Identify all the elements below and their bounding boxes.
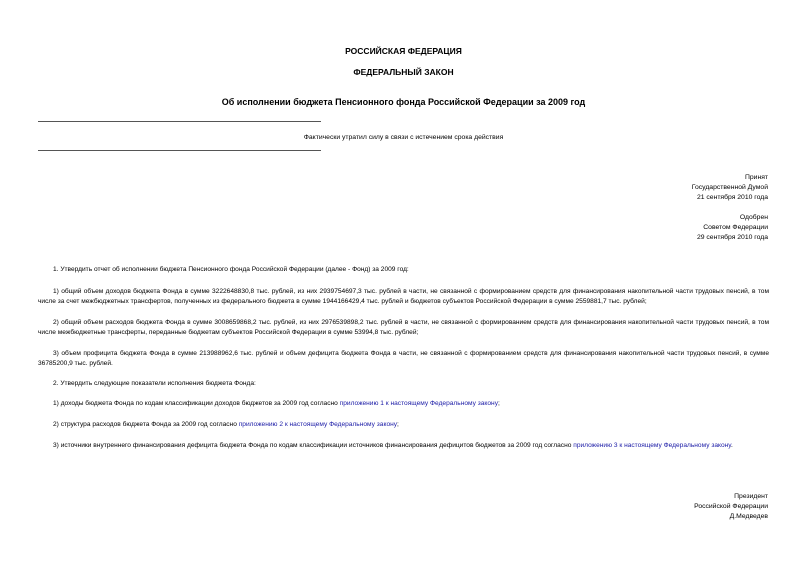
paragraph-2-1-end: ;	[498, 400, 500, 407]
doc-type-heading: ФЕДЕРАЛЬНЫЙ ЗАКОН	[353, 67, 454, 77]
paragraph-1-1	[38, 287, 769, 307]
appendix-3-link[interactable]: приложению 3 к настоящему Федеральному закону	[573, 442, 731, 449]
paragraph-1-1-text: 1) общий объем доходов бюджета Фонда в сумме 3222648830,8 тыс. рублей, из них 2939754697,3 тыс. рублей в части, не связанной с формированием средств для финансирования накопительной части трудовых пенсий, в том числе за счет межбюджетных трансфертов, полученных из федерального бюджета в сумме 1944166429,4 тыс. рублей и бюджетов субъектов Российской Федерации в сумме 2559881,7 тыс. рублей;	[38, 288, 769, 305]
paragraph-2-1-text: 1) доходы бюджета Фонда по кодам классификации доходов бюджетов за 2009 год согласно	[53, 400, 340, 407]
appendix-1-link[interactable]: приложению 1 к настоящему Федеральному закону	[339, 400, 498, 407]
bottom-divider	[38, 150, 321, 151]
paragraph-2-2-end: ;	[397, 421, 399, 428]
approved-block	[697, 213, 768, 243]
approved-line2: Советом Федерации	[703, 224, 768, 231]
signature-line1: Президент	[734, 493, 768, 500]
adopted-block	[692, 173, 768, 203]
paragraph-1-text: 1. Утвердить отчет об исполнении бюджета Пенсионного фонда Российской Федерации (далее - Фонд) за 2009 год:	[53, 266, 409, 273]
status-note: Фактически утратил силу в связи с истечением срока действия	[303, 134, 504, 141]
paragraph-2-3-text: 3) источники внутреннего финансирования дефицита бюджета Фонда по кодам классификации источников финансирования дефицитов бюджетов за 2009 год согласно	[53, 442, 574, 449]
paragraph-2-text: 2. Утвердить следующие показатели исполнения бюджета Фонда:	[53, 380, 256, 387]
paragraph-2-1	[38, 399, 769, 409]
page-title: Об исполнении бюджета Пенсионного фонда Российской Федерации за 2009 год	[221, 97, 586, 107]
signature-line2: Российской Федерации	[694, 503, 768, 510]
paragraph-2-2-text: 2) структура расходов бюджета Фонда за 2009 год согласно	[53, 421, 239, 428]
approved-line1: Одобрен	[739, 214, 768, 221]
paragraph-1-2	[38, 318, 769, 338]
approved-date: 29 сентября 2010 года	[696, 234, 768, 241]
signature-name: Д.Медведев	[729, 513, 768, 520]
adopted-date: 21 сентября 2010 года	[696, 194, 768, 201]
paragraph-1-3	[38, 349, 769, 369]
paragraph-1-3-text: 3) объем профицита бюджета Фонда в сумме 213988962,6 тыс. рублей и объем дефицита бюджета Фонда в части, не связанной с формированием средств для финансирования накопительной части трудовых пенсий, в сумме 36785200,9 тыс. рублей.	[38, 350, 769, 367]
top-divider	[38, 121, 321, 122]
paragraph-1-2-text: 2) общий объем расходов бюджета Фонда в сумме 3008659868,2 тыс. рублей, из них 2976539898,2 тыс. рублей в части, не связанной с формированием средств для финансирования накопительной части трудовых пенсий, в том числе межбюджетные трансферты, переданные бюджетам субъектов Российской Федерации в сумме 53994,8 тыс. рублей;	[38, 319, 769, 336]
signature-block	[694, 492, 768, 522]
adopted-line2: Государственной Думой	[691, 184, 768, 191]
paragraph-2-3-end: .	[730, 442, 733, 449]
paragraph-2-3	[38, 441, 769, 451]
paragraph-2	[38, 379, 769, 389]
paragraph-2-2	[38, 420, 769, 430]
appendix-2-link[interactable]: приложению 2 к настоящему Федеральному закону	[238, 421, 398, 428]
adopted-line1: Принят	[744, 174, 768, 181]
country-heading: РОССИЙСКАЯ ФЕДЕРАЦИЯ	[345, 46, 462, 56]
paragraph-1	[38, 265, 769, 275]
